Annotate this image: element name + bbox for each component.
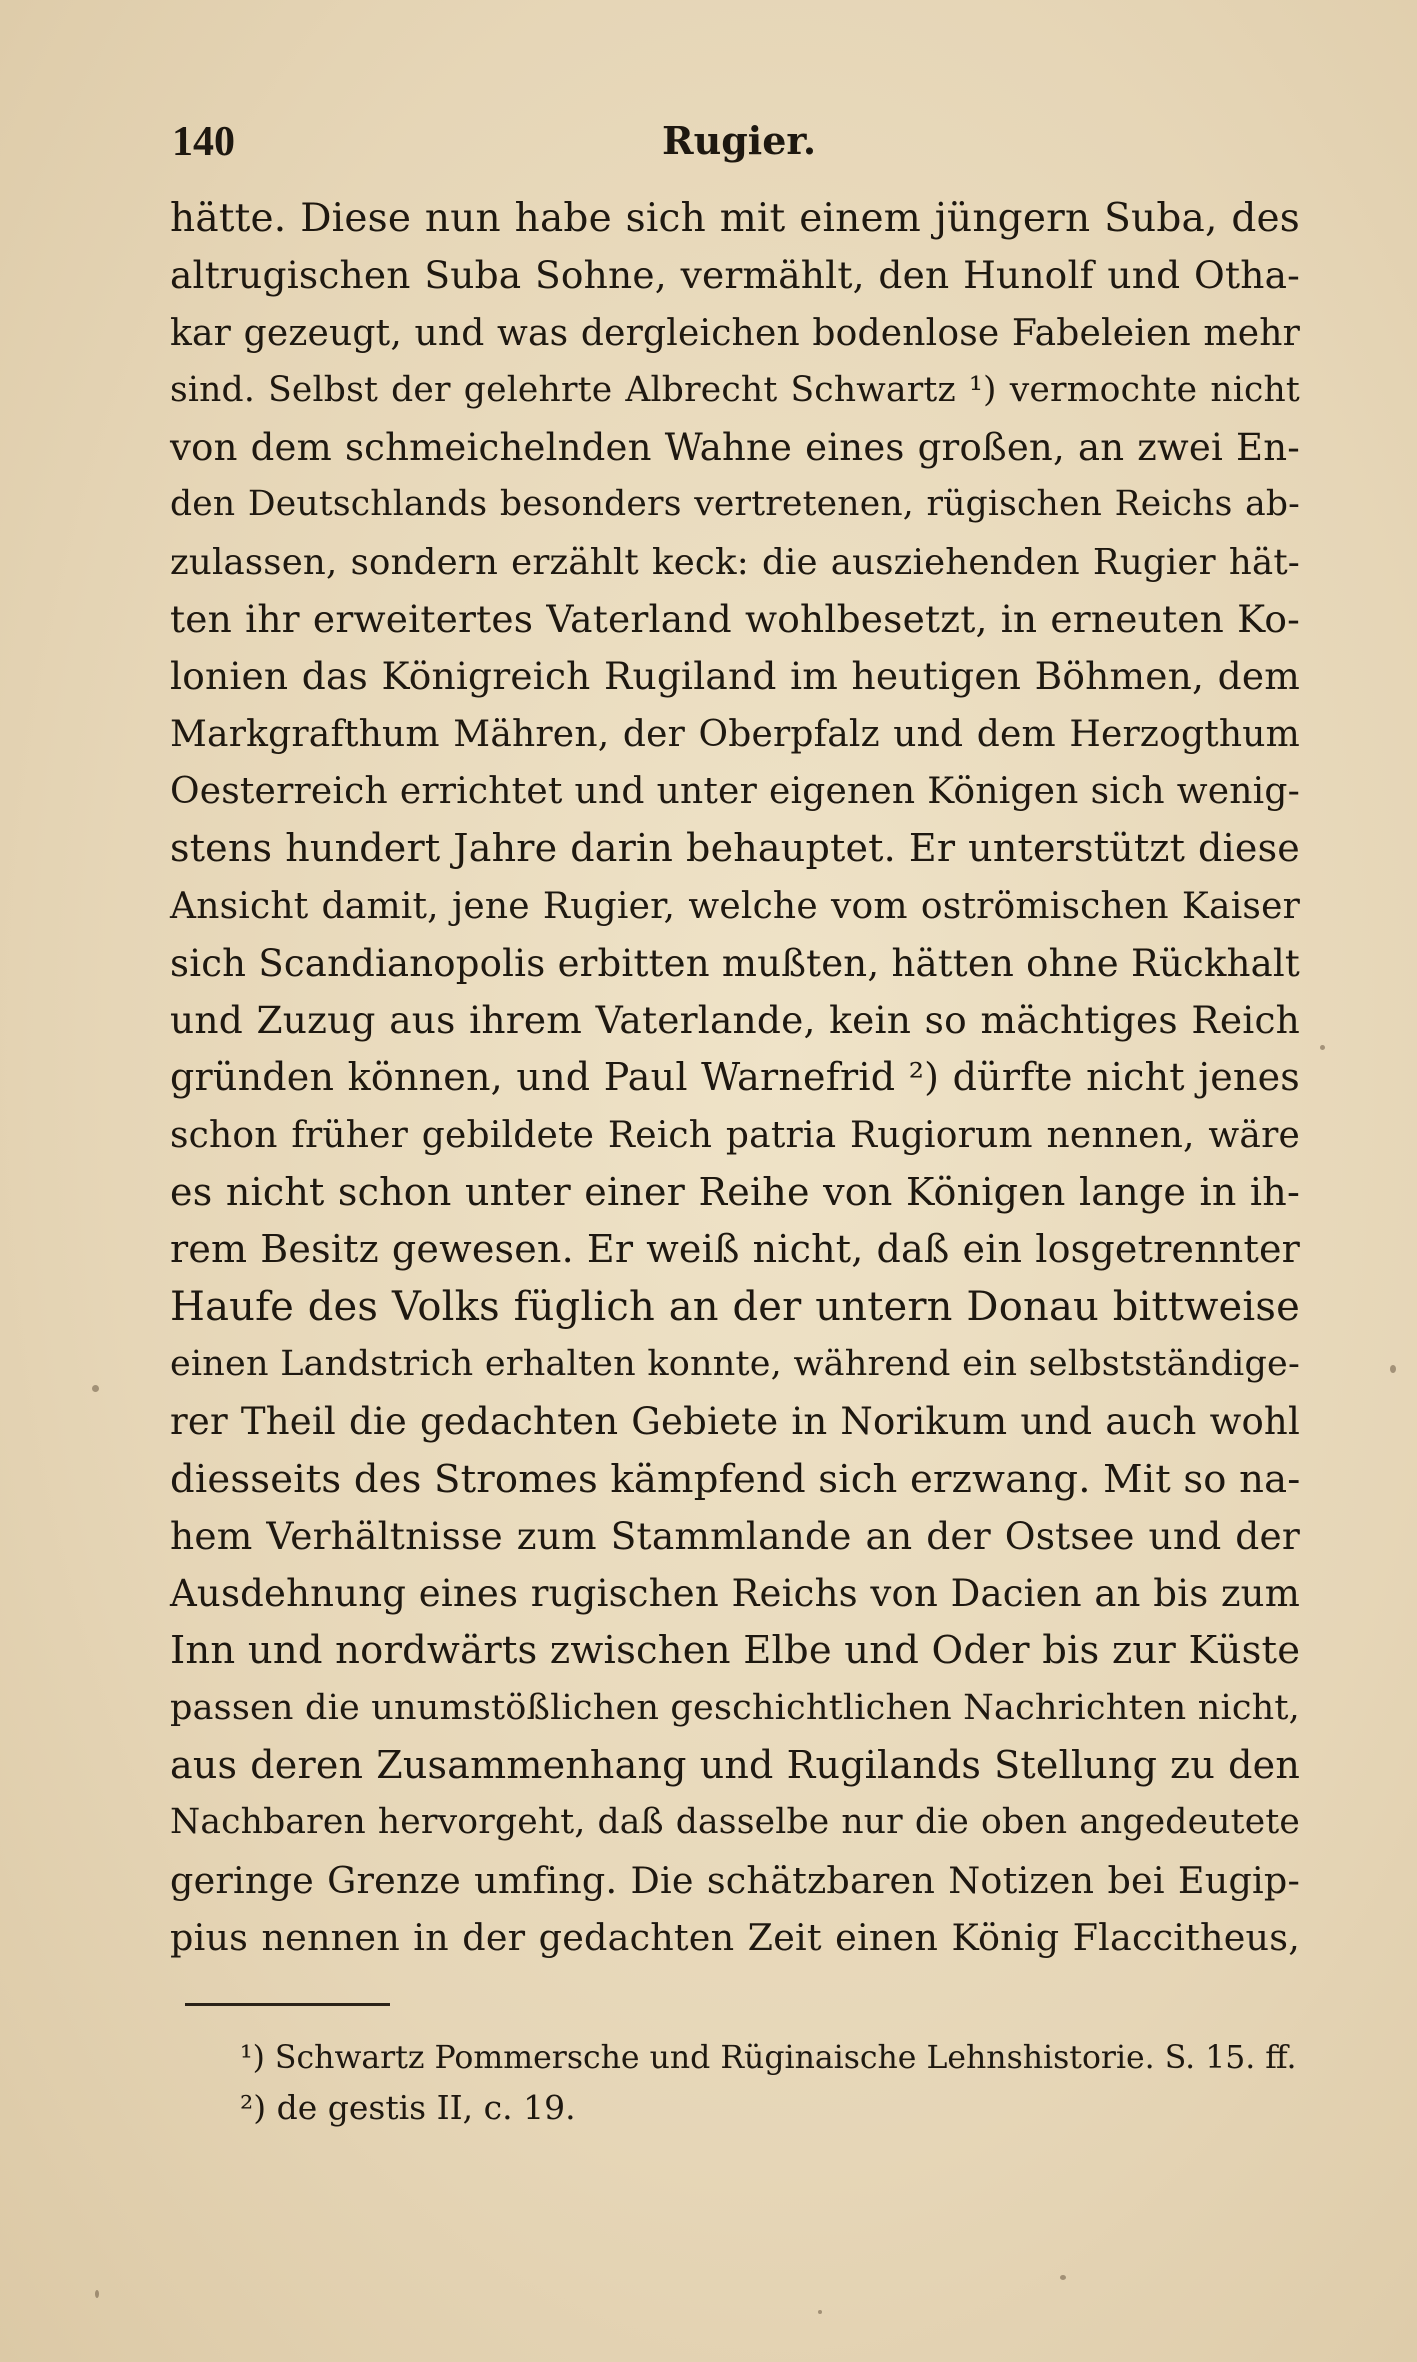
running-head: Rugier. (662, 118, 817, 163)
text-line: Nachbaren hervorgeht, daß dasselbe nur die oben angedeutete (170, 1802, 1300, 1843)
text-line: von dem schmeichelnden Wahne eines großen, an zwei En- (170, 426, 1300, 470)
text-line: sich Scandianopolis erbitten mußten, hätten ohne Rückhalt (170, 941, 1300, 985)
text-line: Ausdehnung eines rugischen Reichs von Dacien an bis zum (170, 1572, 1300, 1616)
text-line: diesseits des Stromes kämpfend sich erzwang. Mit so na- (170, 1456, 1301, 1502)
footnotes (240, 2033, 1300, 2133)
text-line: ten ihr erweitertes Vaterland wohlbesetzt, in erneuten Ko- (170, 597, 1300, 642)
text-line: rer Theil die gedachten Gebiete in Norikum und auch wohl (170, 1400, 1300, 1444)
text-line: pius nennen in der gedachten Zeit einen König Flaccitheus, (170, 1915, 1300, 1959)
text-line: lonien das Königreich Rugiland im heutigen Böhmen, dem (170, 654, 1300, 699)
text-line: altrugischen Suba Sohne, vermählt, den Hunolf und Otha- (170, 253, 1300, 298)
text-line: hem Verhältnisse zum Stammlande an der Ostsee und der (170, 1513, 1300, 1558)
text-line: stens hundert Jahre darin behauptet. Er unterstützt diese (170, 826, 1300, 871)
text-line: Ansicht damit, jene Rugier, welche vom oströmischen Kaiser (170, 885, 1300, 927)
text-line: und Zuzug aus ihrem Vaterlande, kein so mächtiges Reich (170, 998, 1300, 1043)
text-line: kar gezeugt, und was dergleichen bodenlose Fabeleien mehr (170, 312, 1300, 354)
text-line: rem Besitz gewesen. Er weiß nicht, daß ein losgetrennter (170, 1227, 1300, 1272)
text-line: es nicht schon unter einer Reihe von Königen lange in ih- (170, 1170, 1300, 1215)
body-text (170, 190, 1300, 1966)
page-header (172, 118, 1312, 178)
text-line: Oesterreich errichtet und unter eigenen Königen sich wenig- (170, 770, 1300, 812)
text-line: Markgrafthum Mähren, der Oberpfalz und dem Herzogthum (170, 713, 1300, 755)
text-line: Inn und nordwärts zwischen Elbe und Oder bis zur Küste (170, 1628, 1301, 1674)
text-line: aus deren Zusammenhang und Rugilands Stellung zu den (170, 1743, 1300, 1788)
text-line: schon früher gebildete Reich patria Rugiorum nennen, wäre (170, 1114, 1300, 1156)
text-line: passen die unumstößlichen geschichtlichen Nachrichten nicht, (170, 1687, 1300, 1728)
text-line: sind. Selbst der gelehrte Albrecht Schwartz ¹) vermochte nicht (170, 369, 1300, 410)
footnote: ²) de gestis II, c. 19. (240, 2088, 576, 2127)
footnote-divider (185, 2003, 390, 2006)
text-line: einen Landstrich erhalten konnte, während ein selbstständige- (170, 1343, 1300, 1384)
text-line: geringe Grenze umfing. Die schätzbaren Notizen bei Eugip- (170, 1858, 1300, 1902)
footnote: ¹) Schwartz Pommersche und Rüginaische Lehnshistorie. S. 15. ff. (240, 2040, 1297, 2076)
text-line: zulassen, sondern erzählt keck: die ausziehenden Rugier hät- (170, 541, 1300, 583)
text-line: den Deutschlands besonders vertretenen, rügischen Reichs ab- (170, 484, 1300, 525)
text-line: hätte. Diese nun habe sich mit einem jüngern Suba, des (170, 196, 1300, 241)
page-number: 140 (172, 119, 235, 165)
text-line: Haufe des Volks füglich an der untern Donau bittweise (170, 1283, 1300, 1330)
text-line: gründen können, und Paul Warnefrid ²) dürfte nicht jenes (170, 1055, 1300, 1100)
